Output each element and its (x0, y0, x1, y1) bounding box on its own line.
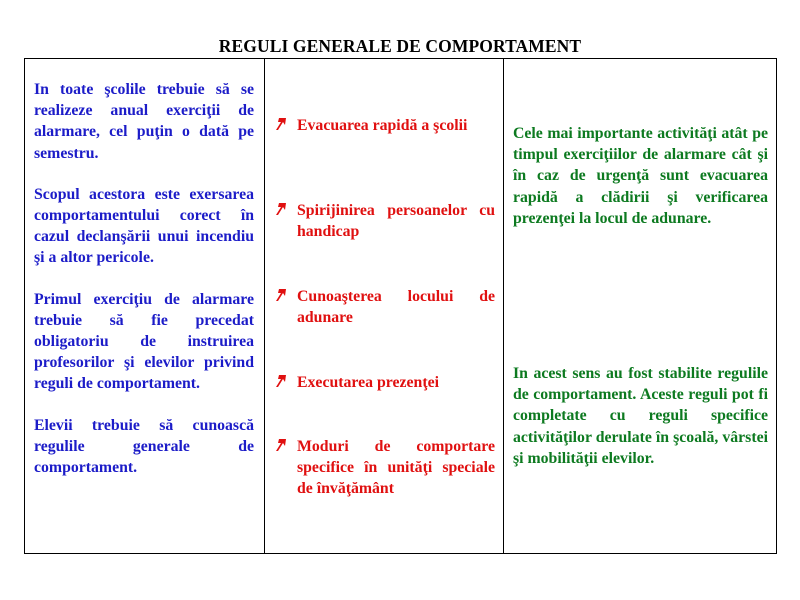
right-column (504, 59, 776, 553)
list-item-text: Cunoaşterea locului de adunare (297, 288, 495, 327)
left-paragraph-2: Scopul acestora este exersarea comportamentului corect în cazul declanşării unui incendiu şi a altor pericole. (34, 185, 254, 267)
red-diagonal-arrow-icon (273, 374, 287, 388)
red-diagonal-arrow-icon (273, 117, 287, 131)
list-item (273, 436, 495, 500)
page-title: REGULI GENERALE DE COMPORTAMENT (218, 36, 582, 56)
right-paragraph-2: In acest sens au fost stabilite regulile de comportament. Aceste reguli pot fi completate cu reguli specifice activităţilor derulate în şcoală, vârstei şi mobilităţii elevilor. (513, 365, 768, 467)
left-paragraph-4: Elevii trebuie să cunoască regulile generale de comportament. (34, 416, 254, 477)
list-item-text: Evacuarea rapidă a şcolii (297, 117, 468, 134)
left-column (25, 59, 265, 553)
list-item (273, 200, 495, 242)
red-diagonal-arrow-icon (273, 202, 287, 216)
right-paragraph-1: Cele mai importante activităţi atât pe timpul exerciţiilor de alarmare cât şi în caz de urgenţă sunt evacuarea rapidă a clădirii şi verificarea prezenţei la locul de adunare. (513, 125, 768, 227)
rules-table (24, 58, 777, 554)
list-item (273, 115, 495, 136)
middle-column (265, 59, 504, 553)
red-diagonal-arrow-icon (273, 438, 287, 452)
list-item-text: Spirijinirea persoanelor cu handicap (297, 202, 495, 241)
left-paragraph-3: Primul exerciţiu de alarmare trebuie să fie precedat obligatoriu de instruirea profesorilor şi elevilor privind reguli de comportament. (34, 290, 254, 393)
list-item-text: Moduri de comportare specifice în unităţi speciale de învăţământ (297, 438, 495, 498)
list-item (273, 286, 495, 328)
list-item-text: Executarea prezenţei (297, 374, 439, 391)
left-paragraph-1: In toate şcolile trebuie să se realizeze anual exerciţii de alarmare, cel puţin o dată pe semestru. (34, 81, 254, 162)
red-diagonal-arrow-icon (273, 288, 287, 302)
list-item (273, 372, 495, 393)
